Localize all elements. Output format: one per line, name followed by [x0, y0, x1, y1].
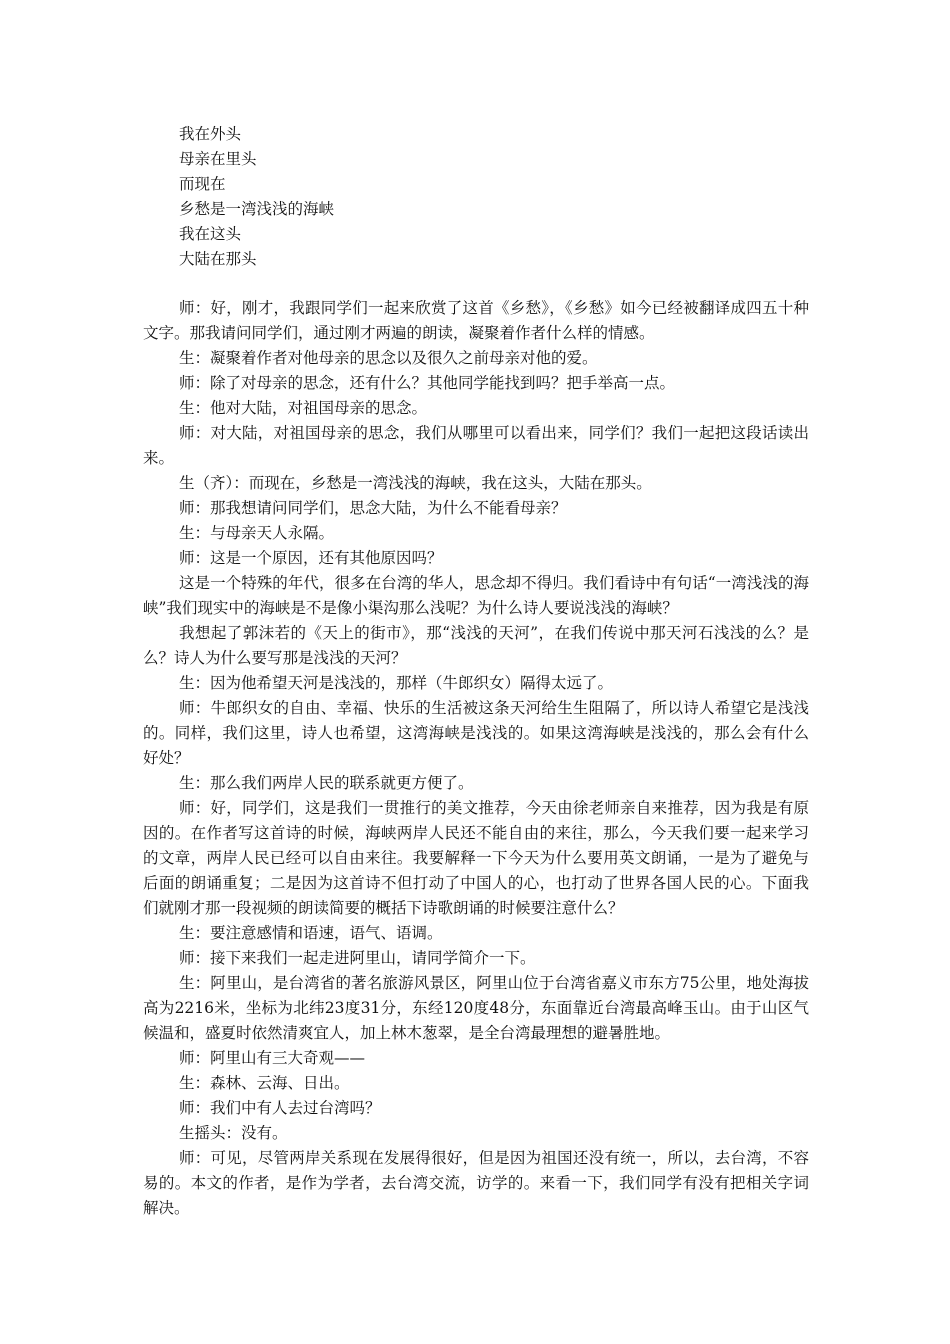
paragraph: 生：他对大陆，对祖国母亲的思念。 [179, 399, 428, 417]
paragraph: 生：与母亲天人永隔。 [179, 524, 335, 542]
paragraph: 师：阿里山有三大奇观—— [179, 1049, 366, 1067]
paragraph: 师：接下来我们一起走进阿里山，请同学简介一下。 [179, 949, 536, 967]
paragraph: 这是一个特殊的年代，很多在台湾的华人，思念却不得归。我们看诗中有句话“一湾浅浅的海峡”我们现实中的海峡是不是像小渠沟那么浅呢？为什么诗人要说浅浅的海峡？ [143, 574, 809, 617]
paragraph: 生：要注意感情和语速，语气、语调。 [179, 924, 443, 942]
poem-line: 乡愁是一湾浅浅的海峡 [179, 200, 335, 218]
paragraph: 师：那我想请问同学们，思念大陆，为什么不能看母亲？ [179, 499, 567, 517]
paragraph: 生：那么我们两岸人民的联系就更方便了。 [179, 774, 474, 792]
paragraph: 生：森林、云海、日出。 [179, 1074, 350, 1092]
paragraph: 师：除了对母亲的思念，还有什么？其他同学能找到吗？把手举高一点。 [179, 374, 676, 392]
paragraph: 我想起了郭沫若的《天上的街市》，那“浅浅的天河”，在我们传说中那天河石浅浅的么？是么？诗人为什么要写那是浅浅的天河？ [143, 624, 809, 667]
spacer [143, 272, 809, 296]
poem-line: 大陆在那头 [179, 250, 257, 268]
paragraph: 师：牛郎织女的自由、幸福、快乐的生活被这条天河给生生阻隔了，所以诗人希望它是浅浅的。同样，我们这里，诗人也希望，这湾海峡是浅浅的。如果这湾海峡是浅浅的，那么会有什么好处？ [143, 699, 809, 767]
paragraph: 生：因为他希望天河是浅浅的，那样（牛郎织女）隔得太远了。 [179, 674, 614, 692]
paragraph: 师：这是一个原因，还有其他原因吗？ [179, 549, 443, 567]
paragraph: 生：阿里山，是台湾省的著名旅游风景区，阿里山位于台湾省嘉义市东方75公里，地处海拔高为2216米，坐标为北纬23度31分，东经120度48分，东面靠近台湾最高峰玉山。由于山区气候温和，盛夏时依然清爽宜人，加上林木葱翠，是全台湾最理想的避暑胜地。 [143, 974, 809, 1042]
document-page [143, 122, 809, 1221]
poem-line: 我在外头 [179, 125, 242, 143]
paragraph: 师：我们中有人去过台湾吗？ [179, 1099, 381, 1117]
dialogue-block [143, 296, 809, 1221]
paragraph: 生（齐）：而现在，乡愁是一湾浅浅的海峡，我在这头，大陆在那头。 [179, 474, 652, 492]
poem-line: 母亲在里头 [179, 150, 257, 168]
paragraph: 师：可见，尽管两岸关系现在发展得很好，但是因为祖国还没有统一，所以，去台湾，不容易的。本文的作者，是作为学者，去台湾交流，访学的。来看一下，我们同学有没有把相关字词解决。 [143, 1149, 809, 1217]
paragraph: 生摇头：没有。 [179, 1124, 288, 1142]
poem-line: 而现在 [179, 175, 226, 193]
poem-block [143, 122, 809, 272]
paragraph: 师：好，同学们，这是我们一贯推行的美文推荐，今天由徐老师亲自来推荐，因为我是有原因的。在作者写这首诗的时候，海峡两岸人民还不能自由的来往，那么，今天我们要一起来学习的文章，两岸人民已经可以自由来往。我要解释一下今天为什么要用英文朗诵，一是为了避免与后面的朗诵重复；二是因为这首诗不但打动了中国人的心，也打动了世界各国人民的心。下面我们就刚才那一段视频的朗读简要的概括下诗歌朗诵的时候要注意什么？ [143, 799, 809, 917]
paragraph: 生：凝聚着作者对他母亲的思念以及很久之前母亲对他的爱。 [179, 349, 598, 367]
paragraph: 师：好，刚才，我跟同学们一起来欣赏了这首《乡愁》，《乡愁》如今已经被翻译成四五十种文字。那我请问同学们，通过刚才两遍的朗读，凝聚着作者什么样的情感。 [143, 299, 809, 342]
poem-line: 我在这头 [179, 225, 242, 243]
paragraph: 师：对大陆，对祖国母亲的思念，我们从哪里可以看出来，同学们？我们一起把这段话读出来。 [143, 424, 809, 467]
